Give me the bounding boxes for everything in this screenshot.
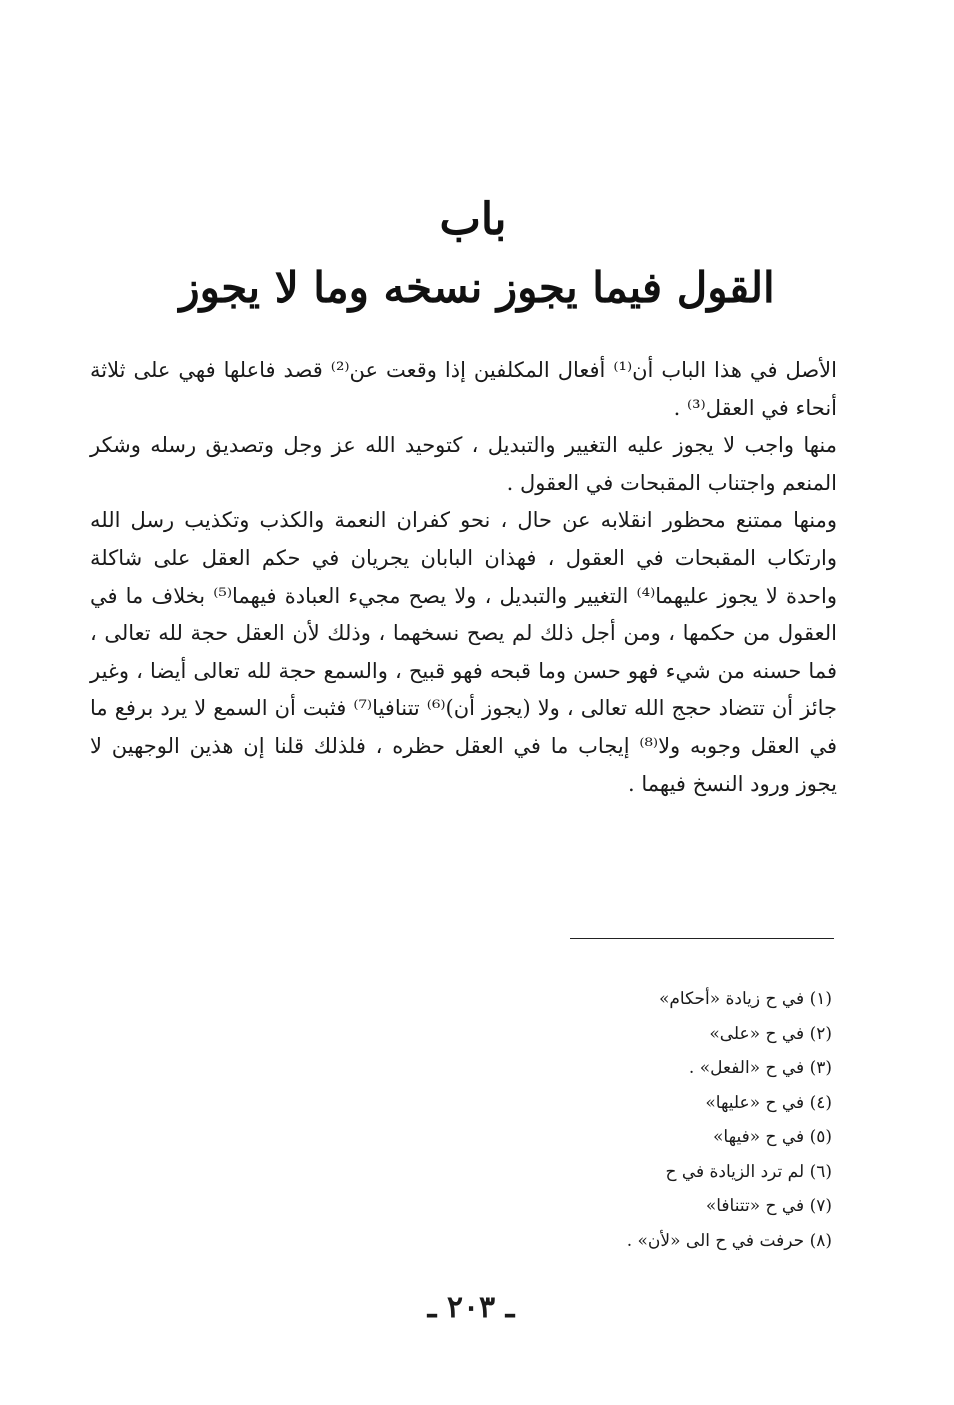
- footnote-2: (٢) في ح «على»: [709, 1023, 832, 1044]
- paragraph-3: ومنها ممتنع محظور انقلابه عن حال ، نحو كفران النعمة والكذب وتكذيب رسل الله وارتكاب المقبحات في العقول ، فهذان البابان يجريان في حكم العقل على شاكلة واحدة لا يجوز عليهما⁽⁴⁾ التغيير والتبديل ، ولا يصح مجيء العبادة فيهما⁽⁵⁾ بخلاف ما في العقول من حكمها ، ومن أجل ذلك لم يصح نسخهما ، وذلك لأن العقل حجة لله تعالى ، فما حسنه من شيء فهو حسن وما قبحه فهو قبيح ، والسمع حجة لله تعالى أيضا ، وغير جائز أن تتضاد حجج الله تعالى ، ولا (يجوز أن)⁽⁶⁾ تتنافيا⁽⁷⁾ فثبت أن السمع لا يرد برفع ما في العقل وجوبه ولا⁽⁸⁾ إيجاب ما في العقل حظره ، فلذلك قلنا إن هذين الوجهين لا يجوز ورود النسخ فيهما .: [90, 508, 838, 796]
- footnote-divider: [570, 938, 834, 939]
- footnote-4: (٤) في ح «عليها»: [705, 1092, 832, 1113]
- footnote-6: (٦) لم ترد الزيادة في ح: [665, 1161, 832, 1182]
- footnotes: [432, 982, 832, 1258]
- paragraph-2: منها واجب لا يجوز عليه التغيير والتبديل ، كتوحيد الله عز وجل وتصديق رسله وشكر المنعم واجتناب المقبحات في العقول .: [90, 433, 837, 495]
- page-number: ـ ٢٠٣ ـ: [427, 1290, 515, 1325]
- paragraph-1: الأصل في هذا الباب أن⁽¹⁾ أفعال المكلفين إذا وقعت عن⁽²⁾ قصد فاعلها فهي على ثلاثة أنحاء في العقل⁽³⁾ .: [90, 358, 837, 420]
- footnote-5: (٥) في ح «فيها»: [713, 1127, 832, 1147]
- footnote-7: (٧) في ح «تتنافا»: [705, 1196, 832, 1216]
- footnote-3: (٣) في ح «الفعل» .: [688, 1058, 832, 1078]
- footnote-8: (٨) حرفت في ح الى «لأن» .: [626, 1230, 832, 1251]
- chapter-title: القول فيما يجوز نسخه وما لا يجوز: [179, 263, 775, 312]
- chapter-label: باب: [439, 194, 507, 245]
- main-text: [90, 352, 837, 803]
- footnote-1: (١) في ح زيادة «أحكام»: [658, 989, 832, 1009]
